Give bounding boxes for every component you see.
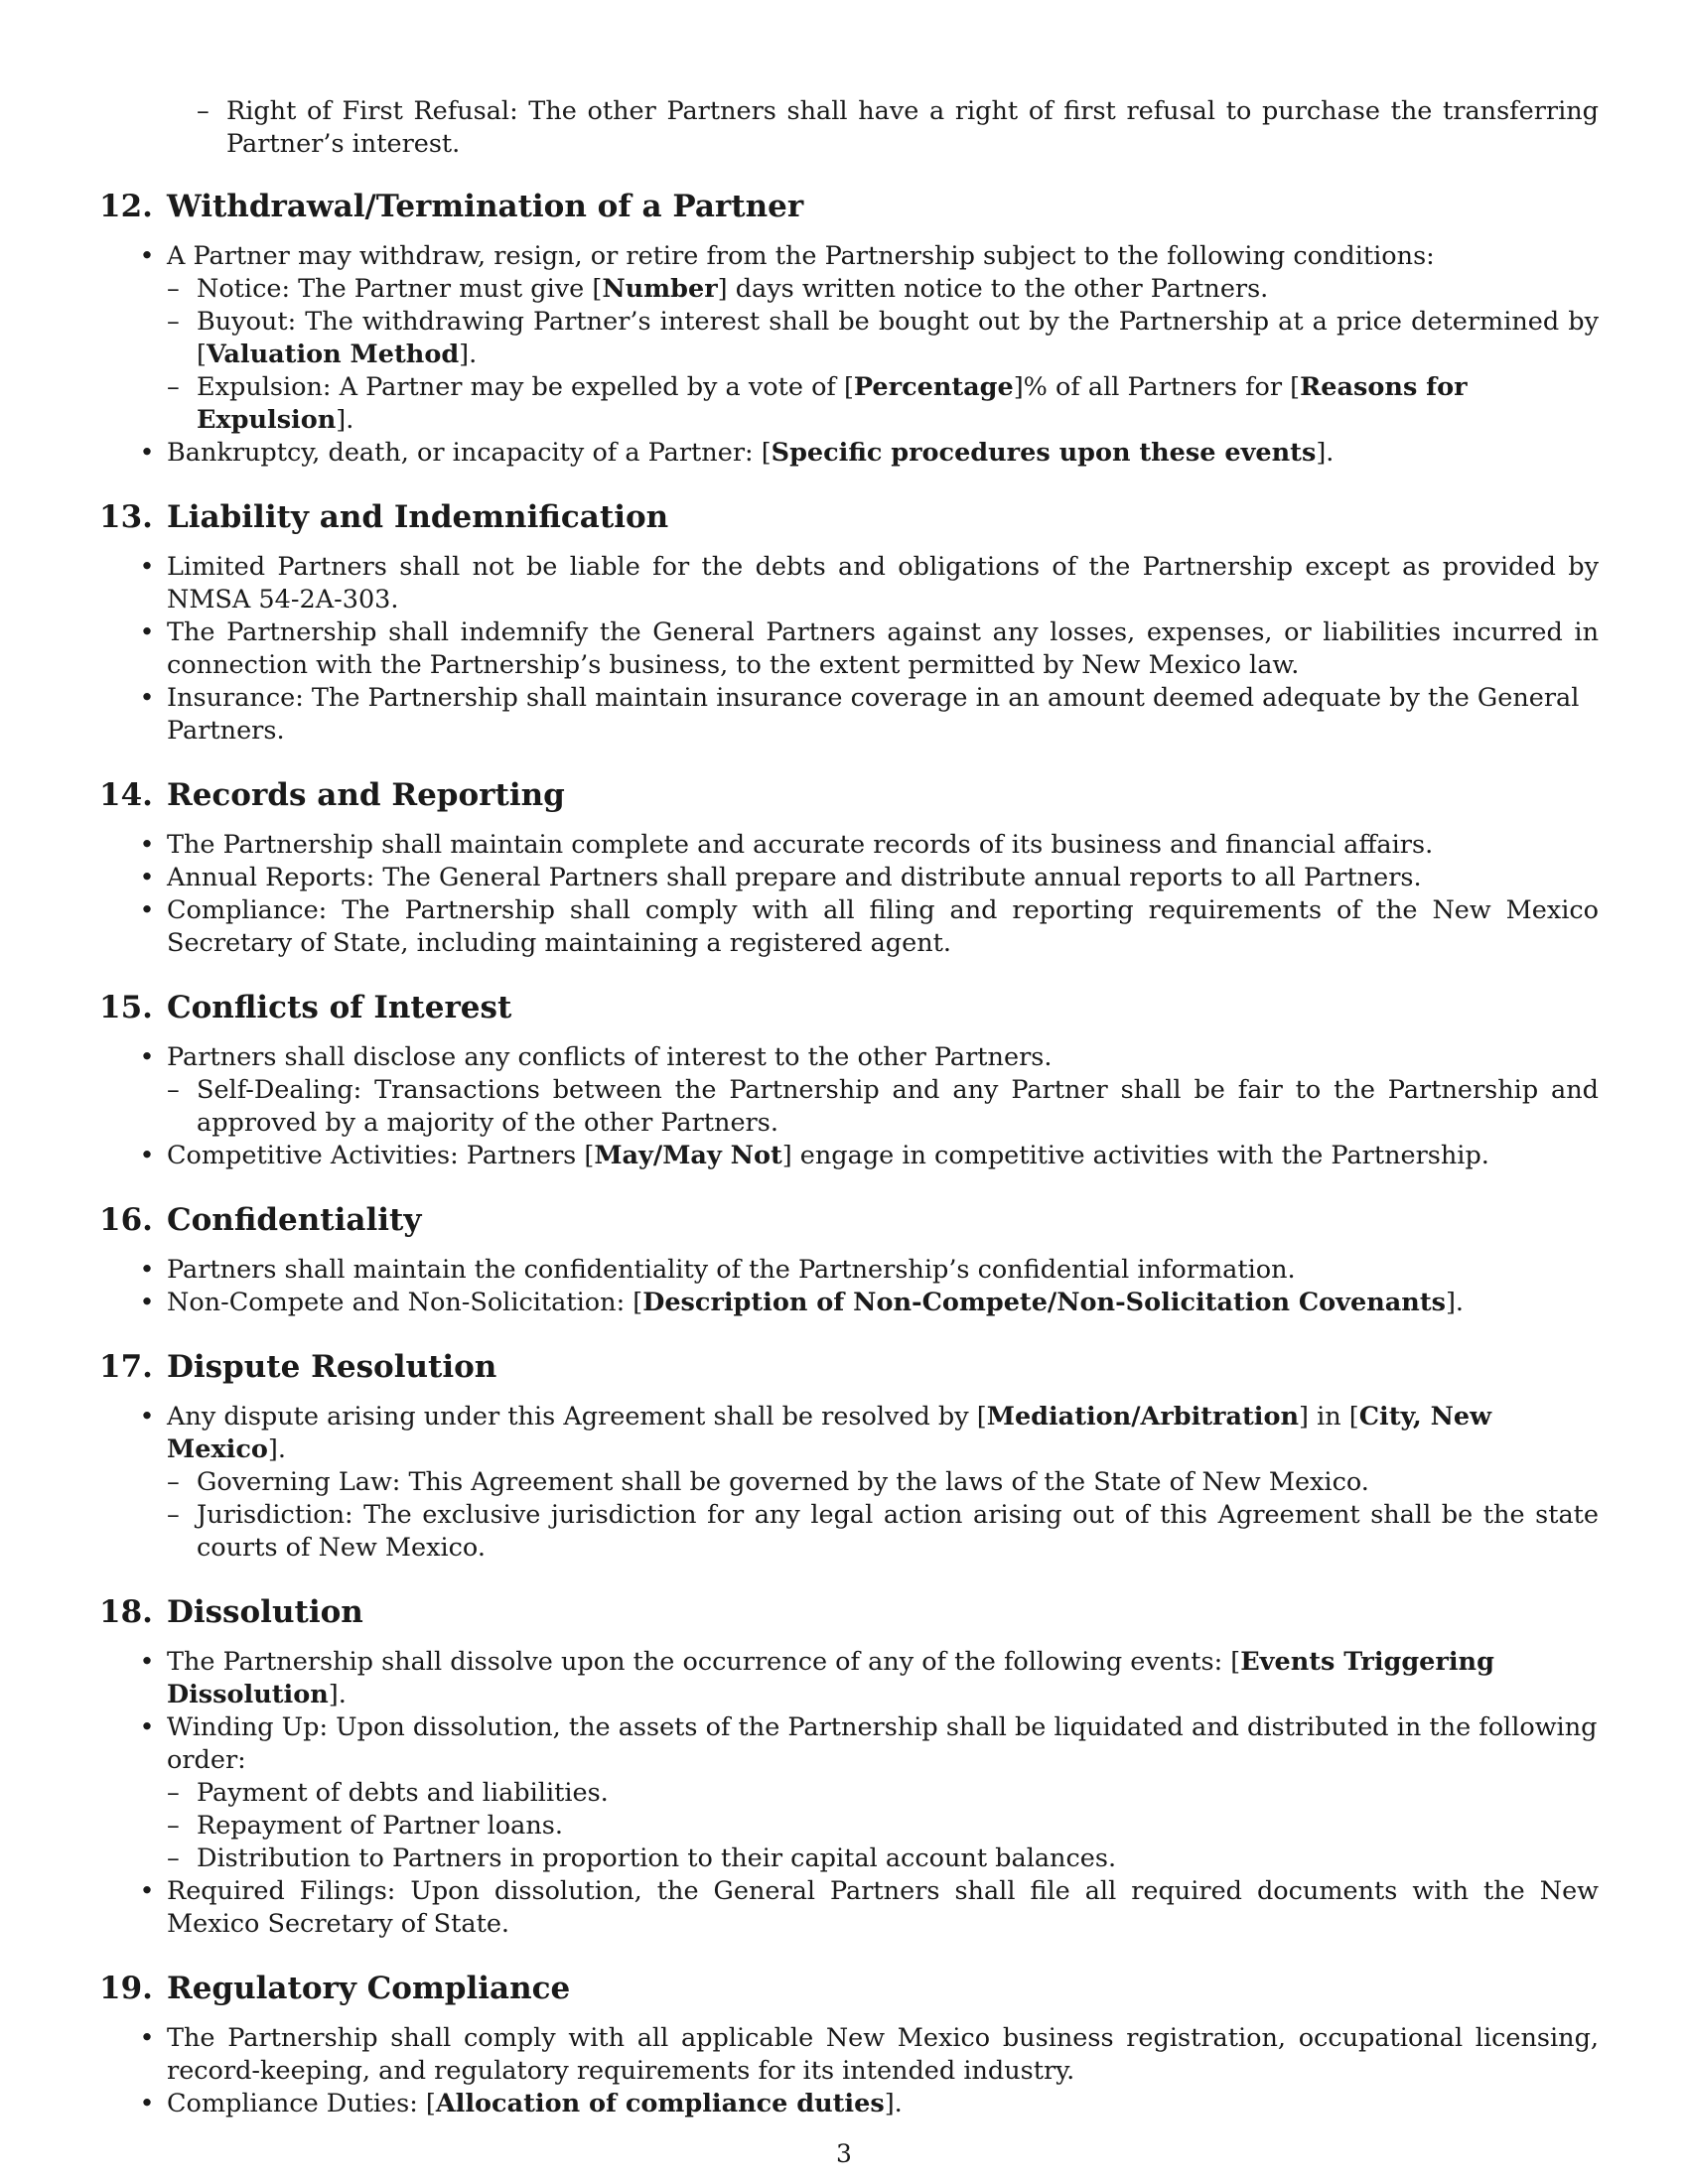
bullet-marker: • <box>139 2089 155 2118</box>
section-19 <box>99 1969 1599 2120</box>
list-item: • Bankruptcy, death, or incapacity of a Partner: [Specific procedures upon these events]. <box>99 437 1599 470</box>
section-heading: 18. Dissolution <box>99 1594 363 1630</box>
bullet-list <box>99 240 1599 470</box>
list-item: • Insurance: The Partnership shall maintain insurance coverage in an amount deemed adequate by the General Partners. <box>99 682 1599 748</box>
bullet-marker: • <box>139 895 155 925</box>
dash-marker: – <box>167 274 180 304</box>
list-item: – Repayment of Partner loans. <box>167 1811 563 1841</box>
bullet-list <box>99 1254 1599 1319</box>
list-item: – Expulsion: A Partner may be expelled by a vote of [Percentage]% of all Partners for [Reasons for Expulsion]. <box>167 372 1468 435</box>
list-item: – Governing Law: This Agreement shall be governed by the laws of the State of New Mexico. <box>167 1467 1369 1497</box>
dash-marker: – <box>167 1500 180 1530</box>
dash-marker: – <box>167 307 180 337</box>
section-13 <box>99 497 1599 748</box>
sub-list <box>167 273 1599 437</box>
dash-marker: – <box>167 372 180 402</box>
section-12 <box>99 187 1599 470</box>
list-item: – Right of First Refusal: The other Partners shall have a right of first refusal to purchase the transferring Partner’s interest. <box>197 96 1599 159</box>
list-item: • A Partner may withdraw, resign, or retire from the Partnership subject to the following conditions: – Notice: The Partner must give [Number] days written notice to the other Partners. – Buyout: The withdrawing Partner’s interest shall be bought out by the Partnership at a price determined by [Valuation Method]. – Expulsion: A Partner may be expelled by a vote of [Percentage]% of all Partners for [Reasons for Expulsion]. <box>99 240 1599 437</box>
bullet-marker: • <box>139 1712 155 1742</box>
bullet-marker: • <box>139 683 155 713</box>
sub-list <box>167 1074 1599 1140</box>
page-number: 3 <box>836 2139 852 2168</box>
bullet-list <box>99 1646 1599 1941</box>
section-heading: 16. Confidentiality <box>99 1202 422 1238</box>
section-16 <box>99 1200 1599 1319</box>
list-item: • Required Filings: Upon dissolution, the General Partners shall file all required documents with the New Mexico Secretary of State. <box>99 1875 1599 1941</box>
dash-marker: – <box>197 96 210 126</box>
bullet-list <box>99 1401 1599 1565</box>
list-item: • Non-Compete and Non-Solicitation: [Description of Non-Compete/Non-Solicitation Covenants]. <box>99 1287 1599 1319</box>
list-item: • Compliance: The Partnership shall comply with all filing and reporting requirements of the New Mexico Secretary of State, including maintaining a registered agent. <box>99 894 1599 960</box>
bullet-list <box>99 829 1599 960</box>
list-item: • Any dispute arising under this Agreement shall be resolved by [Mediation/Arbitration] in [City, New Mexico]. – Governing Law: This Agreement shall be governed by the laws of the State of New Mexico. – Jurisdiction: The exclusive jurisdiction for any legal action arising out of this Agreement shall be the state courts of New Mexico. <box>99 1401 1599 1565</box>
sub-list <box>167 1777 1599 1875</box>
list-item: • Annual Reports: The General Partners shall prepare and distribute annual reports to all Partners. <box>99 862 1599 894</box>
bullet-marker: • <box>139 241 155 271</box>
section-heading: 14. Records and Reporting <box>99 777 565 813</box>
bullet-marker: • <box>139 863 155 892</box>
section-heading: 13. Liability and Indemnification <box>99 499 669 535</box>
list-item: • Competitive Activities: Partners [May/May Not] engage in competitive activities with the Partnership. <box>99 1140 1599 1172</box>
sub-list <box>167 1466 1599 1565</box>
section-heading: 15. Conflicts of Interest <box>99 990 512 1025</box>
dash-marker: – <box>167 1778 180 1808</box>
bullet-marker: • <box>139 1402 155 1432</box>
list-item: – Self-Dealing: Transactions between the Partnership and any Partner shall be fair to the Partnership and approved by a majority of the other Partners. <box>167 1075 1599 1138</box>
list-item: • Compliance Duties: [Allocation of compliance duties]. <box>99 2088 1599 2120</box>
dash-marker: – <box>167 1075 180 1105</box>
list-item: – Distribution to Partners in proportion to their capital account balances. <box>167 1843 1117 1873</box>
list-item: • The Partnership shall indemnify the General Partners against any losses, expenses, or liabilities incurred in connection with the Partnership’s business, to the extent permitted by New Mexico law. <box>99 616 1599 682</box>
section-heading: 19. Regulatory Compliance <box>99 1971 571 2006</box>
document-body <box>99 95 1599 2120</box>
bullet-list <box>99 1041 1599 1172</box>
bullet-marker: • <box>139 1255 155 1285</box>
section-17 <box>99 1347 1599 1565</box>
bullet-marker: • <box>139 1647 155 1677</box>
list-item: – Notice: The Partner must give [Number] days written notice to the other Partners. <box>167 274 1269 304</box>
section-heading: 12. Withdrawal/Termination of a Partner <box>99 189 804 224</box>
bullet-list <box>99 551 1599 748</box>
list-item: – Payment of debts and liabilities. <box>167 1778 609 1808</box>
bullet-marker: • <box>139 830 155 860</box>
list-item: • Limited Partners shall not be liable for the debts and obligations of the Partnership except as provided by NMSA 54-2A-303. <box>99 551 1599 616</box>
bullet-marker: • <box>139 2023 155 2053</box>
dash-marker: – <box>167 1467 180 1497</box>
bullet-marker: • <box>139 438 155 468</box>
bullet-marker: • <box>139 1876 155 1906</box>
section-18 <box>99 1592 1599 1941</box>
list-item: • The Partnership shall dissolve upon the occurrence of any of the following events: [Events Triggering Dissolution]. <box>99 1646 1599 1711</box>
section-14 <box>99 775 1599 960</box>
list-item: • Winding Up: Upon dissolution, the assets of the Partnership shall be liquidated and distributed in the following order: – Payment of debts and liabilities. – Repayment of Partner loans. – Distribution to Partners in proportion to their capital account balances. <box>99 1711 1599 1875</box>
list-item: • Partners shall disclose any conflicts of interest to the other Partners. – Self-Dealing: Transactions between the Partnership and any Partner shall be fair to the Partnership and approved by a majority of the other Partners. <box>99 1041 1599 1140</box>
list-item: • The Partnership shall maintain complete and accurate records of its business and financial affairs. <box>99 829 1599 862</box>
bullet-marker: • <box>139 552 155 582</box>
bullet-marker: • <box>139 1141 155 1170</box>
list-item: • The Partnership shall comply with all applicable New Mexico business registration, occupational licensing, record-keeping, and regulatory requirements for its intended industry. <box>99 2022 1599 2088</box>
bullet-marker: • <box>139 1042 155 1072</box>
bullet-list <box>99 2022 1599 2120</box>
dash-marker: – <box>167 1811 180 1841</box>
section-15 <box>99 988 1599 1172</box>
list-item: • Partners shall maintain the confidentiality of the Partnership’s confidential information. <box>99 1254 1599 1287</box>
list-item: – Buyout: The withdrawing Partner’s interest shall be bought out by the Partnership at a price determined by [Valuation Method]. <box>167 307 1599 369</box>
bullet-marker: • <box>139 1288 155 1317</box>
section-heading: 17. Dispute Resolution <box>99 1349 497 1385</box>
dash-marker: – <box>167 1843 180 1873</box>
list-item: – Jurisdiction: The exclusive jurisdiction for any legal action arising out of this Agreement shall be the state courts of New Mexico. <box>167 1500 1599 1563</box>
continued-sublist <box>197 95 1599 161</box>
bullet-marker: • <box>139 617 155 647</box>
